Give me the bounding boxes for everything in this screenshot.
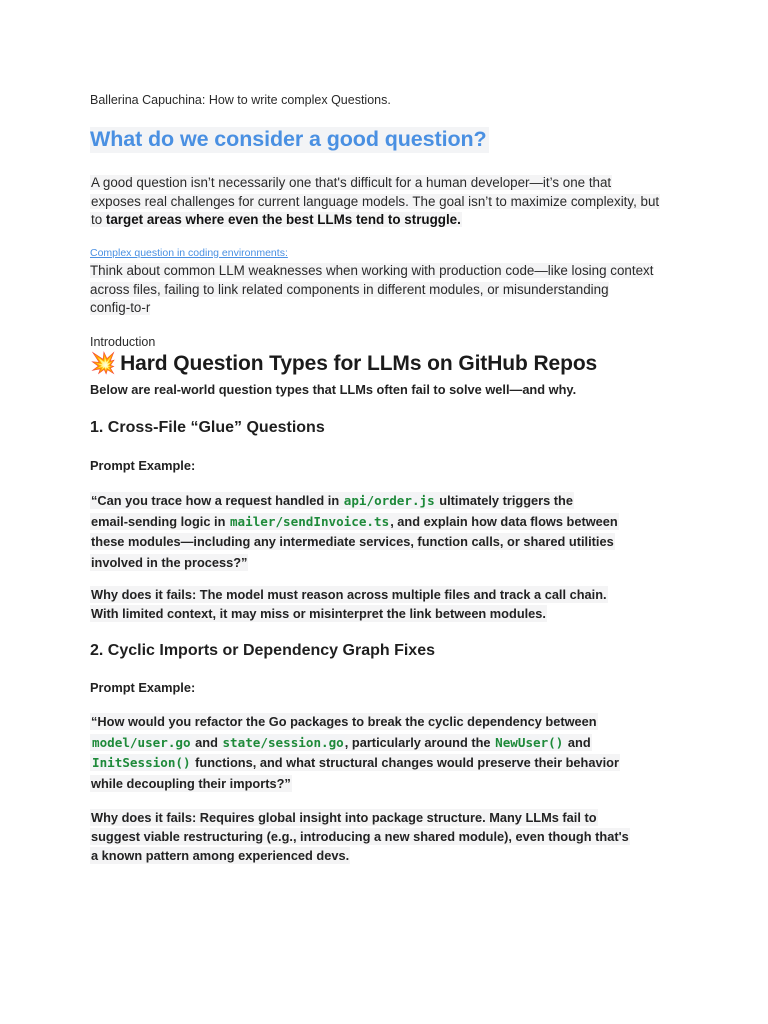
coding-line-1: Think about common LLM weaknesses when working with production code—like losing context — [90, 263, 654, 278]
intro-line-2: exposes real challenges for current language models. The goal isn’t to maximize complexity, but — [91, 193, 660, 209]
section-2-why-line-1: Why does it fails: Requires global insight into package structure. Many LLMs fail to — [91, 810, 597, 825]
code-newuser: NewUser() — [495, 734, 564, 750]
section-2-prompt-label: Prompt Example: — [90, 680, 196, 695]
section-2-why-line-3: a known pattern among experienced devs. — [91, 848, 350, 863]
section-1-prompt-label: Prompt Example: — [90, 458, 196, 473]
document-title: Ballerina Capuchina: How to write complex Questions. — [90, 93, 391, 107]
question-types-heading-text: Hard Question Types for LLMs on GitHub Repos — [120, 352, 598, 375]
section-2-why — [90, 808, 630, 865]
section-1-why-line-2: With limited context, it may miss or misinterpret the link between modules. — [91, 605, 546, 621]
section-2-prompt-line-4: while decoupling their imports?” — [91, 775, 291, 791]
section-1-prompt: “Can you trace how a request handled in api/order.js ultimately triggers the email-sending logic in mailer/sendInvoice.ts, and explain how data flows between these modules—including any intermediate services, function calls, or shared utilities involved in the process?” — [91, 493, 618, 570]
section-2-prompt: “How would you refactor the Go packages to break the cyclic dependency between model/user.go and state/session.go, particularly around the NewUser() and InitSession() functions, and what structural changes would preserve their behavior while decoupling their imports?” — [91, 714, 619, 791]
code-state-session: state/session.go — [222, 734, 344, 750]
introduction-label: Introduction — [90, 335, 156, 349]
intro-line-1: A good question isn’t necessarily one that's difficult for a human developer—it’s one that — [91, 175, 612, 190]
collision-icon: 💥 — [90, 352, 117, 375]
question-types-heading — [90, 352, 597, 376]
code-model-user: model/user.go — [92, 734, 191, 750]
coding-line-2: across files, failing to link related components in different modules, or misunderstanding — [90, 281, 609, 297]
intro-line-3-pre: to — [91, 212, 106, 228]
code-mailer-sendinvoice: mailer/sendInvoice.ts — [229, 513, 390, 529]
intro-paragraph — [90, 174, 660, 230]
main-heading: What do we consider a good question? — [90, 127, 487, 151]
code-initsession: InitSession() — [92, 755, 191, 770]
coding-line-3: config-to-r — [90, 300, 151, 316]
section-2-heading: 2. Cyclic Imports or Dependency Graph Fixes — [90, 642, 435, 659]
intro-line-3-bold: target areas where even the best LLMs tend to struggle. — [105, 212, 461, 228]
section-1-heading: 1. Cross-File “Glue” Questions — [90, 419, 325, 436]
section-1-prompt-line-3: these modules—including any intermediate services, function calls, or shared utilities — [91, 534, 614, 549]
code-api-order: api/order.js — [343, 493, 435, 508]
section-1-why-line-1: Why does it fails: The model must reason across multiple files and track a call chain. — [91, 587, 607, 602]
section-2-prompt-line-1: “How would you refactor the Go packages to break the cyclic dependency between — [91, 714, 597, 729]
section-1-prompt-line-4: involved in the process?” — [91, 554, 248, 570]
question-types-intro: Below are real-world question types that LLMs often fail to solve well—and why. — [90, 382, 577, 397]
section-1-why — [90, 586, 608, 623]
coding-environments-link[interactable]: Complex question in coding environments: — [90, 247, 288, 259]
section-2-why-line-2: suggest viable restructuring (e.g., introducing a new shared module), even though that's — [91, 829, 629, 844]
coding-paragraph — [90, 262, 653, 318]
